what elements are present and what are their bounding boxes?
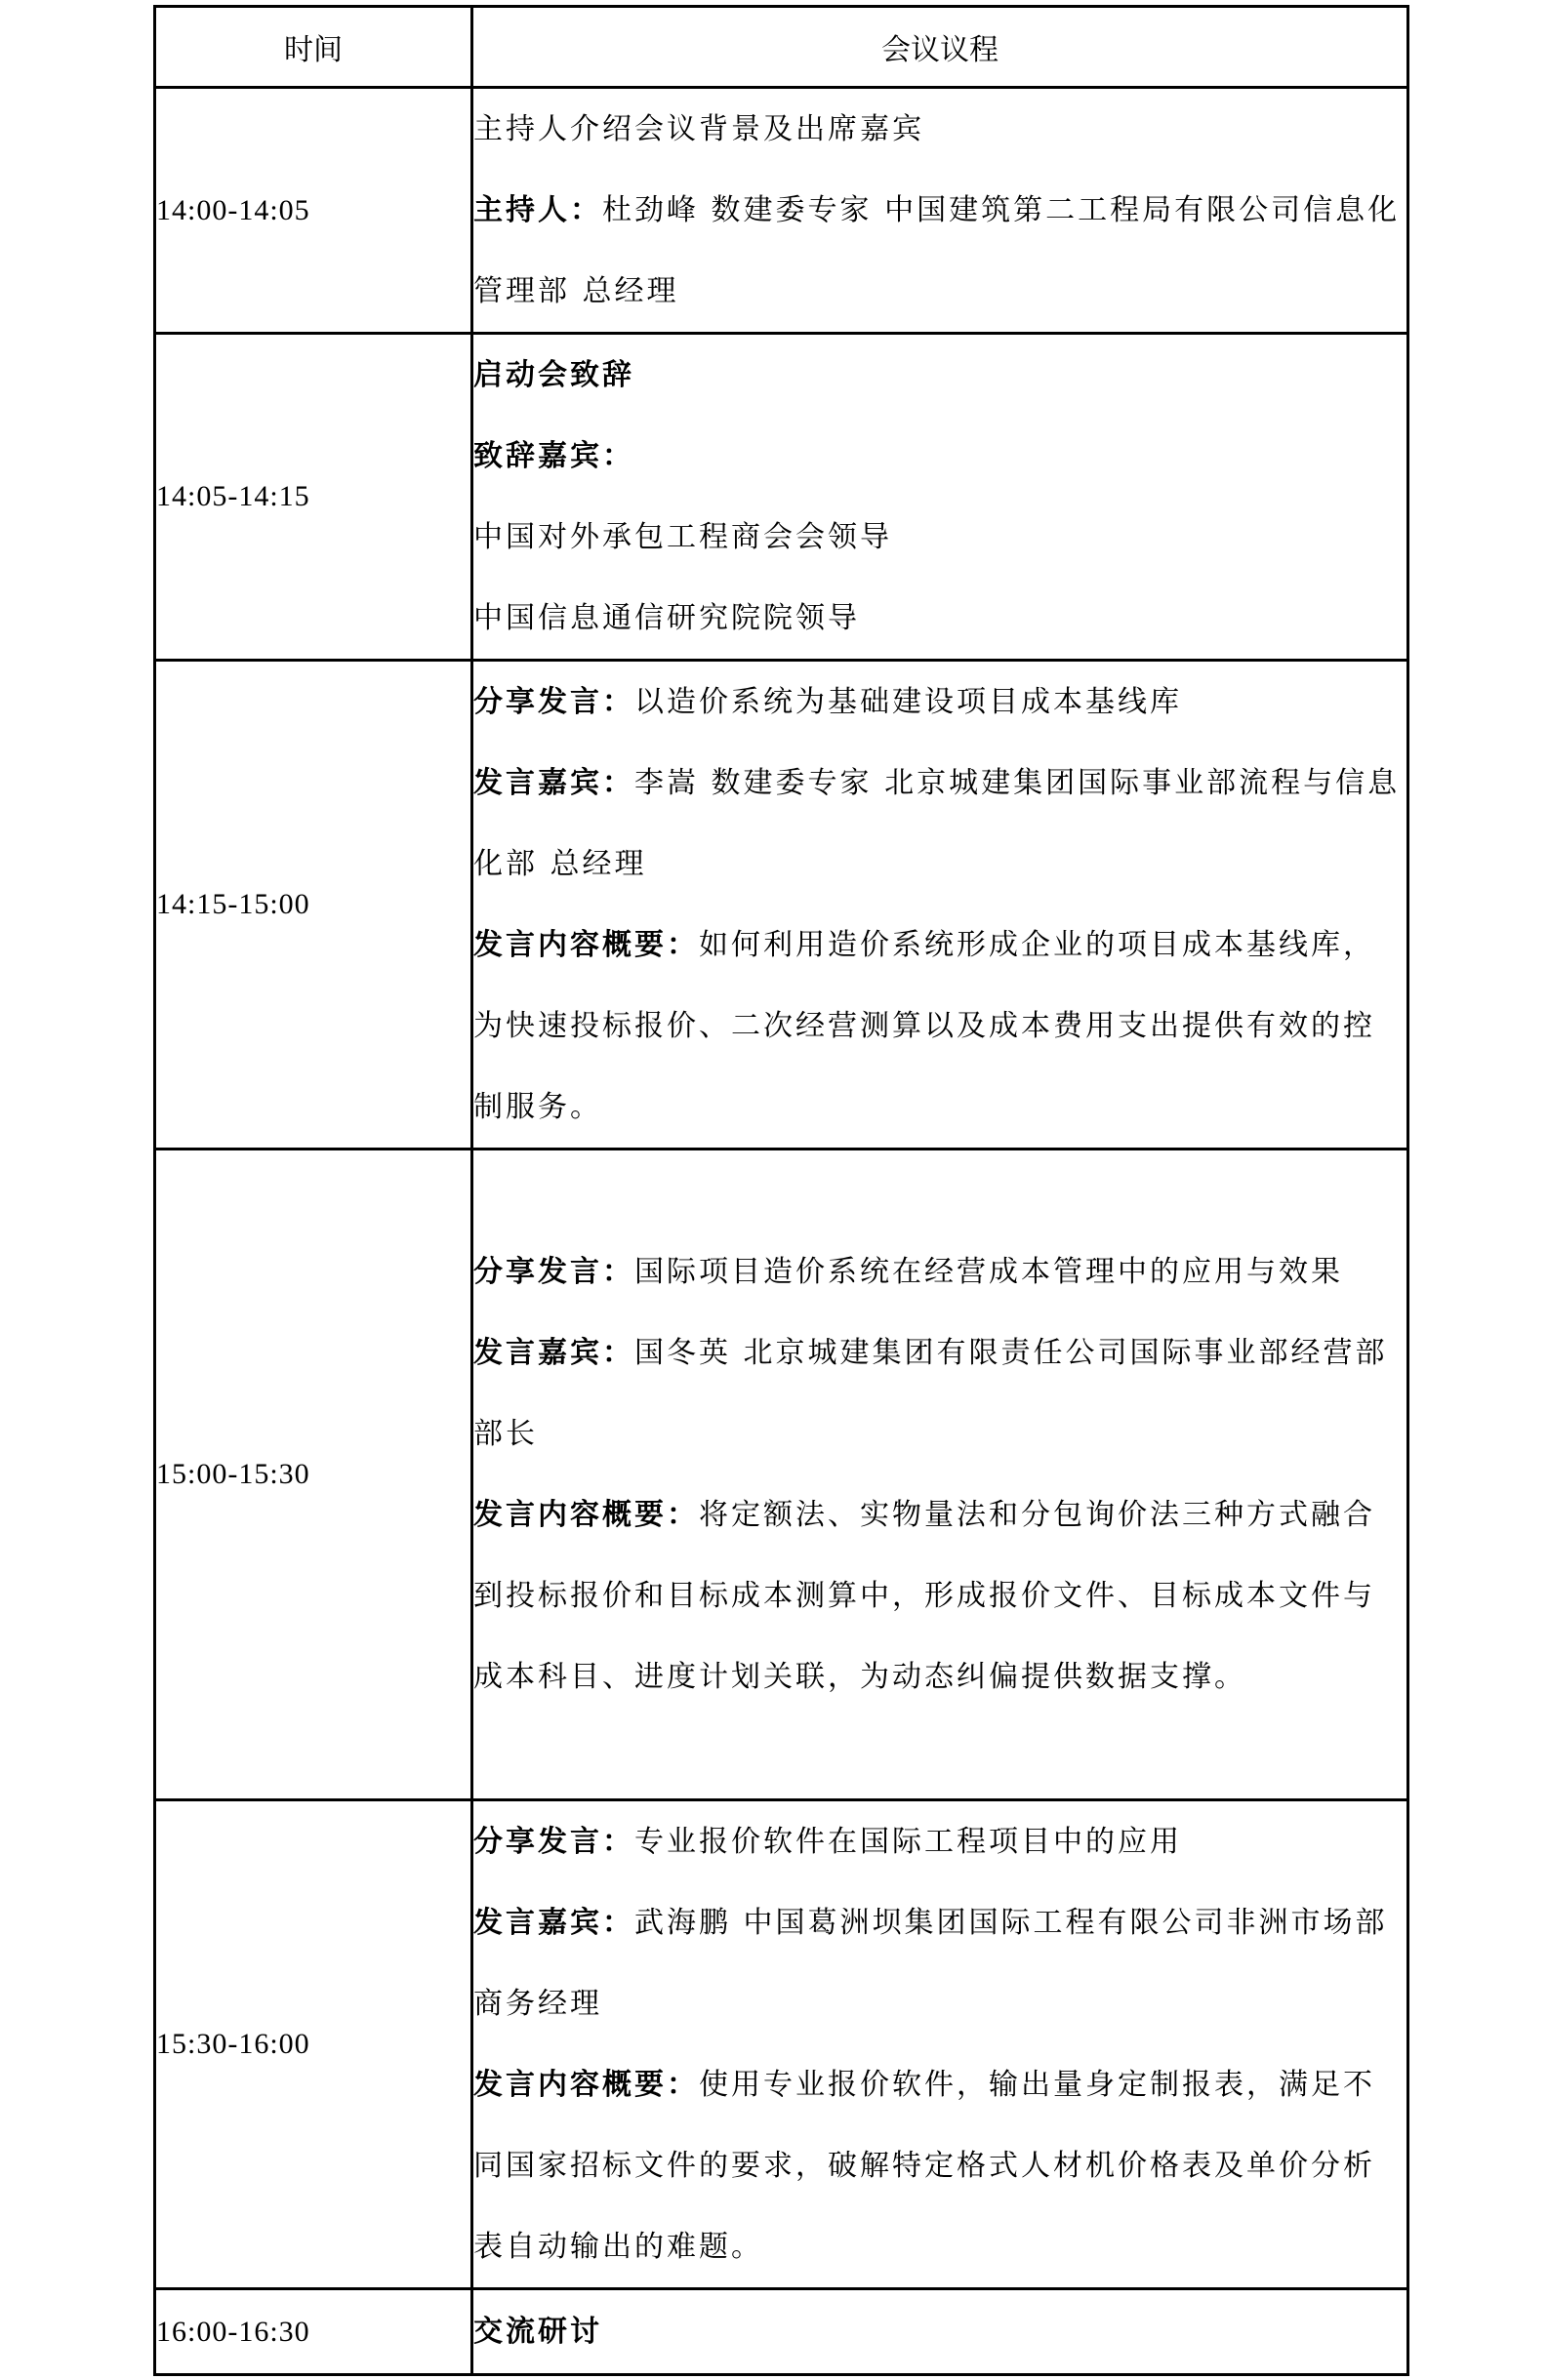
agenda-line-label: 发言嘉宾： (473, 766, 634, 800)
agenda-line-label: 发言内容概要： (473, 928, 699, 962)
table-row (155, 1150, 1408, 1800)
table-row (155, 88, 1408, 334)
time-cell: 15:30-16:00 (155, 1800, 472, 2289)
agenda-table (153, 5, 1409, 2376)
agenda-body (155, 88, 1408, 2375)
table-row (155, 334, 1408, 661)
agenda-line-text: 国际项目造价系统在经营成本管理中的应用与效果 (634, 1255, 1343, 1289)
agenda-line-text: 武海鹏 中国葛洲坝集团国际工程有限公司非洲市场部商务经理 (473, 1906, 1388, 2021)
agenda-line-text: 专业报价软件在国际工程项目中的应用 (634, 1825, 1182, 1859)
agenda-line-label: 发言嘉宾： (473, 1906, 634, 1940)
agenda-line-text: 李嵩 数建委专家 北京城建集团国际事业部流程与信息化部 总经理 (473, 766, 1401, 881)
agenda-cell (472, 1150, 1408, 1800)
agenda-line (473, 662, 1406, 743)
agenda-line-label: 分享发言： (473, 685, 634, 719)
agenda-line-label: 分享发言： (473, 1255, 634, 1289)
agenda-line (473, 1231, 1406, 1312)
agenda-line-label: 致辞嘉宾： (473, 439, 634, 473)
agenda-line (473, 1882, 1406, 2044)
agenda-line (473, 89, 1406, 170)
agenda-line (473, 1474, 1406, 1717)
agenda-cell (472, 1800, 1408, 2289)
agenda-line (473, 2291, 1406, 2372)
agenda-cell (472, 334, 1408, 661)
agenda-line-label: 发言内容概要： (473, 2068, 699, 2102)
agenda-line (473, 335, 1406, 416)
agenda-line-text: 杜劲峰 数建委专家 中国建筑第二工程局有限公司信息化管理部 总经理 (473, 193, 1401, 308)
agenda-line-label: 交流研讨 (473, 2315, 602, 2349)
agenda-line-label: 发言嘉宾： (473, 1336, 634, 1370)
agenda-cell (472, 88, 1408, 334)
table-row (155, 661, 1408, 1150)
agenda-line (473, 905, 1406, 1148)
agenda-line-text: 中国信息通信研究院院领导 (473, 601, 860, 635)
agenda-line (473, 497, 1406, 578)
agenda-line-text: 中国对外承包工程商会会领导 (473, 520, 892, 554)
time-cell: 14:00-14:05 (155, 88, 472, 334)
agenda-line-text: 将定额法、实物量法和分包询价法三种方式融合到投标报价和目标成本测算中，形成报价文件、目标成本文件与成本科目、进度计划关联，为动态纠偏提供数据支撑。 (473, 1498, 1375, 1694)
agenda-cell (472, 661, 1408, 1150)
agenda-line-label: 发言内容概要： (473, 1498, 699, 1532)
agenda-line-text: 国冬英 北京城建集团有限责任公司国际事业部经营部部长 (473, 1336, 1388, 1451)
agenda-line-text: 以造价系统为基础建设项目成本基线库 (634, 685, 1182, 719)
header-time: 时间 (155, 7, 472, 88)
agenda-line-text: 如何利用造价系统形成企业的项目成本基线库，为快速投标报价、二次经营测算以及成本费用支出提供有效的控制服务。 (473, 928, 1375, 1124)
agenda-line-text: 主持人介绍会议背景及出席嘉宾 (473, 112, 924, 146)
agenda-line-label: 分享发言： (473, 1825, 634, 1859)
agenda-line (473, 578, 1406, 659)
agenda-line (473, 416, 1406, 497)
table-header-row (155, 7, 1408, 88)
agenda-line-label: 主持人： (473, 193, 602, 227)
time-cell: 14:15-15:00 (155, 661, 472, 1150)
agenda-line (473, 1801, 1406, 1882)
agenda-line-label: 启动会致辞 (473, 358, 634, 392)
agenda-line-text: 使用专业报价软件，输出量身定制报表，满足不同国家招标文件的要求，破解特定格式人材机价格表及单价分析表自动输出的难题。 (473, 2068, 1375, 2264)
time-cell: 15:00-15:30 (155, 1150, 472, 1800)
agenda-line (473, 170, 1406, 332)
agenda-line (473, 2044, 1406, 2287)
agenda-line (473, 743, 1406, 905)
table-row (155, 2289, 1408, 2375)
agenda-line (473, 1312, 1406, 1474)
header-agenda: 会议议程 (472, 7, 1408, 88)
time-cell: 14:05-14:15 (155, 334, 472, 661)
time-cell: 16:00-16:30 (155, 2289, 472, 2375)
agenda-cell (472, 2289, 1408, 2375)
table-row (155, 1800, 1408, 2289)
